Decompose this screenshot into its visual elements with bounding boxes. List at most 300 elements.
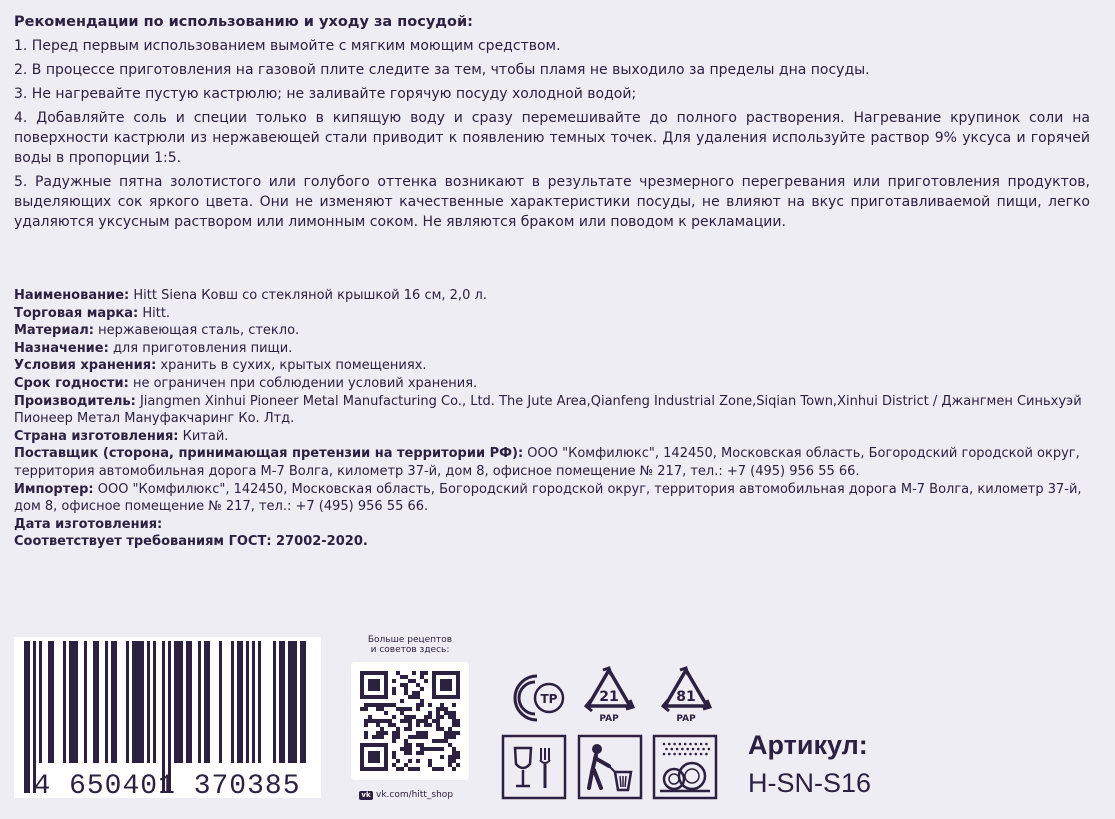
qr-module	[416, 719, 420, 723]
qr-module	[444, 671, 448, 675]
qr-module	[456, 723, 460, 727]
qr-module	[384, 711, 388, 715]
qr-module	[384, 683, 388, 687]
qr-module	[380, 703, 384, 707]
qr-module	[384, 751, 388, 755]
qr-module	[360, 679, 364, 683]
qr-module	[368, 719, 372, 723]
qr-module	[440, 695, 444, 699]
qr-module	[432, 687, 436, 691]
qr-block	[349, 635, 471, 805]
info-value: Hitt Siena Ковш со стекляной крышкой 16 см, 2,0 л.	[129, 288, 487, 303]
qr-module	[420, 735, 424, 739]
qr-module	[368, 743, 372, 747]
water-drop	[702, 748, 705, 751]
qr-module	[452, 723, 456, 727]
info-row-purpose	[14, 340, 1094, 358]
qr-module	[436, 719, 440, 723]
qr-module	[404, 683, 408, 687]
qr-module	[416, 695, 420, 699]
qr-module	[392, 687, 396, 691]
qr-module	[428, 759, 432, 763]
qr-module	[408, 743, 412, 747]
water-drop	[689, 753, 692, 756]
water-drop	[663, 743, 666, 746]
qr-module	[424, 719, 428, 723]
qr-module	[372, 767, 376, 771]
water-drop	[697, 748, 700, 751]
qr-module	[360, 759, 364, 763]
qr-module	[376, 679, 380, 683]
qr-module	[360, 683, 364, 687]
qr-module	[368, 679, 372, 683]
qr-module	[448, 759, 452, 763]
qr-module	[436, 747, 440, 751]
qr-module	[448, 687, 452, 691]
qr-module	[372, 683, 376, 687]
qr-module	[452, 759, 456, 763]
info-value: для приготовления пищи.	[108, 340, 293, 356]
water-drop	[692, 748, 695, 751]
recycle-1-code: PAP	[599, 714, 619, 724]
qr-module	[392, 751, 396, 755]
qr-module	[380, 695, 384, 699]
info-value: Jiangmen Xinhui Pioneer Metal Manufacturing Co., Ltd. The Jute Area,Qianfeng Industrial Zone,Siqian Town,Xinhui District / Джангмен Синьхуэй Пионеер Метал Мануфакчаринг Ко. Лтд.	[14, 393, 1082, 427]
qr-module	[440, 671, 444, 675]
qr-code[interactable]	[351, 662, 469, 780]
qr-module	[416, 735, 420, 739]
recycle-2-number: 81	[676, 689, 696, 705]
qr-module	[368, 695, 372, 699]
qr-module	[404, 763, 408, 767]
qr-module	[368, 755, 372, 759]
qr-module	[376, 755, 380, 759]
qr-module	[404, 719, 408, 723]
qr-module	[376, 695, 380, 699]
qr-module	[396, 671, 400, 675]
qr-module	[400, 699, 404, 703]
qr-module	[448, 683, 452, 687]
qr-module	[428, 711, 432, 715]
qr-module	[436, 739, 440, 743]
qr-module	[392, 715, 396, 719]
qr-module	[376, 735, 380, 739]
qr-module	[384, 695, 388, 699]
qr-module	[384, 731, 388, 735]
qr-module	[456, 675, 460, 679]
qr-module	[436, 715, 440, 719]
qr-module	[384, 691, 388, 695]
info-row-shelf-life	[14, 375, 1094, 393]
recycle-composite-icon	[655, 664, 717, 726]
info-value: не ограничен при соблюдении условий хранения.	[128, 375, 478, 391]
qr-module	[400, 683, 404, 687]
qr-module	[448, 695, 452, 699]
qr-module	[364, 671, 368, 675]
qr-module	[420, 699, 424, 703]
qr-module	[432, 719, 436, 723]
qr-module	[452, 731, 456, 735]
qr-module	[392, 679, 396, 683]
qr-module	[452, 715, 456, 719]
qr-module	[412, 679, 416, 683]
qr-module	[384, 747, 388, 751]
qr-module	[416, 723, 420, 727]
dispose-in-bin-icon	[577, 734, 643, 800]
qr-module	[456, 731, 460, 735]
qr-module	[432, 767, 436, 771]
qr-module	[448, 679, 452, 683]
qr-module	[440, 755, 444, 759]
qr-module	[444, 731, 448, 735]
qr-module	[360, 755, 364, 759]
qr-module	[380, 727, 384, 731]
info-label: Материал:	[14, 323, 94, 339]
dishwasher-safe-icon	[652, 734, 718, 800]
qr-module	[388, 719, 392, 723]
qr-module	[420, 719, 424, 723]
qr-module	[364, 719, 368, 723]
water-drop	[663, 753, 666, 756]
qr-module	[408, 751, 412, 755]
qr-module	[408, 735, 412, 739]
qr-module	[360, 763, 364, 767]
qr-module	[424, 723, 428, 727]
info-row-material	[14, 322, 1094, 340]
qr-module	[408, 727, 412, 731]
info-label: Импортер:	[14, 481, 94, 497]
qr-module	[404, 675, 408, 679]
qr-module	[448, 735, 452, 739]
qr-module	[368, 751, 372, 755]
info-row-country	[14, 428, 1094, 446]
qr-module	[388, 703, 392, 707]
qr-module	[436, 707, 440, 711]
info-row-importer	[14, 481, 1094, 516]
qr-code-image	[351, 662, 469, 780]
qr-module	[404, 751, 408, 755]
qr-module	[404, 743, 408, 747]
water-drop	[705, 743, 708, 746]
qr-module	[360, 671, 364, 675]
info-row-brand	[14, 305, 1094, 323]
info-row-storage	[14, 357, 1094, 375]
water-drop	[676, 748, 679, 751]
info-value: нержавеющая сталь, стекло.	[93, 323, 300, 339]
qr-module	[416, 691, 420, 695]
qr-module	[420, 751, 424, 755]
qr-module	[360, 687, 364, 691]
qr-module	[380, 767, 384, 771]
water-drop	[668, 753, 671, 756]
qr-module	[440, 703, 444, 707]
qr-module	[404, 707, 408, 711]
product-info	[14, 287, 1094, 551]
qr-module	[372, 703, 376, 707]
qr-module	[368, 671, 372, 675]
qr-module	[448, 711, 452, 715]
water-drop	[673, 743, 676, 746]
qr-module	[444, 695, 448, 699]
qr-module	[360, 767, 364, 771]
qr-module	[376, 731, 380, 735]
qr-module	[392, 763, 396, 767]
qr-module	[372, 755, 376, 759]
qr-module	[420, 675, 424, 679]
info-label: Срок годности:	[14, 375, 129, 391]
qr-module	[424, 731, 428, 735]
qr-module	[384, 763, 388, 767]
water-drop	[689, 743, 692, 746]
qr-module	[440, 767, 444, 771]
qr-module	[452, 719, 456, 723]
qr-module	[456, 687, 460, 691]
article-value: H-SN-S16	[748, 768, 872, 798]
care-item-2: 2. В процессе приготовления на газовой плите следите за тем, чтобы пламя не выходило за пределы дна посуды.	[14, 62, 870, 78]
qr-module	[400, 707, 404, 711]
qr-module	[376, 707, 380, 711]
info-label: Страна изготовления:	[14, 428, 179, 444]
qr-module	[428, 723, 432, 727]
qr-module	[408, 719, 412, 723]
qr-module	[380, 743, 384, 747]
qr-module	[384, 767, 388, 771]
qr-module	[456, 719, 460, 723]
qr-module	[396, 759, 400, 763]
qr-module	[392, 691, 396, 695]
info-label: Дата изготовления:	[14, 516, 163, 532]
qr-module	[432, 691, 436, 695]
qr-module	[456, 755, 460, 759]
qr-module	[420, 743, 424, 747]
qr-module	[376, 703, 380, 707]
qr-module	[384, 675, 388, 679]
qr-module	[436, 727, 440, 731]
water-drop	[673, 753, 676, 756]
qr-module	[440, 727, 444, 731]
water-drop	[684, 743, 687, 746]
qr-module	[432, 695, 436, 699]
certification-mark-icon	[497, 668, 571, 728]
qr-module	[436, 711, 440, 715]
water-drop	[705, 753, 708, 756]
qr-module	[368, 703, 372, 707]
qr-module	[380, 671, 384, 675]
qr-module	[384, 703, 388, 707]
qr-module	[392, 735, 396, 739]
qr-module	[408, 747, 412, 751]
info-row-name	[14, 287, 1094, 305]
qr-module	[404, 747, 408, 751]
qr-module	[432, 739, 436, 743]
qr-module	[408, 723, 412, 727]
qr-module	[376, 743, 380, 747]
qr-module	[452, 751, 456, 755]
qr-module	[396, 731, 400, 735]
qr-module	[360, 691, 364, 695]
info-row-supplier	[14, 445, 1094, 480]
qr-module	[380, 719, 384, 723]
qr-module	[400, 711, 404, 715]
qr-module	[452, 671, 456, 675]
qr-module	[360, 707, 364, 711]
qr-module	[372, 743, 376, 747]
water-drop	[695, 743, 698, 746]
care-item-4: 4. Добавляйте соль и специи только в кипящую воду и сразу перемешивайте до полного растворения. Нагревание крупинок соли на поверхности кастрюли из нержавеющей стали приводит к появлению темных точек. Для удаления используйте раствор 9% уксуса и горячей воды в пропорции 1:5.	[14, 110, 1090, 166]
info-label: Соответствует требованиям ГОСТ: 27002-2020.	[14, 534, 368, 550]
qr-module	[448, 671, 452, 675]
recycle-2-code: PAP	[676, 714, 696, 724]
qr-module	[364, 731, 368, 735]
qr-module	[440, 707, 444, 711]
qr-module	[440, 679, 444, 683]
qr-module	[400, 675, 404, 679]
qr-module	[416, 683, 420, 687]
info-row-gost	[14, 533, 1094, 551]
qr-module	[364, 703, 368, 707]
qr-module	[396, 767, 400, 771]
qr-module	[452, 755, 456, 759]
qr-module	[376, 671, 380, 675]
qr-module	[360, 743, 364, 747]
qr-module	[408, 715, 412, 719]
qr-module	[432, 671, 436, 675]
qr-module	[380, 731, 384, 735]
qr-module	[416, 767, 420, 771]
qr-module	[432, 679, 436, 683]
qr-module	[444, 711, 448, 715]
qr-module	[428, 763, 432, 767]
qr-module	[440, 687, 444, 691]
recycle-paper-icon	[578, 664, 640, 726]
qr-module	[452, 747, 456, 751]
qr-module	[368, 759, 372, 763]
care-title: Рекомендации по использованию и уходу за посудой:	[14, 14, 473, 30]
qr-module	[368, 715, 372, 719]
article-label: Артикул:	[748, 730, 868, 760]
qr-module	[448, 743, 452, 747]
vk-link[interactable]	[359, 790, 453, 800]
qr-module	[384, 719, 388, 723]
qr-module	[404, 739, 408, 743]
barcode	[14, 637, 321, 798]
qr-module	[436, 723, 440, 727]
water-drop	[708, 748, 711, 751]
water-drop	[681, 748, 684, 751]
qr-module	[380, 707, 384, 711]
qr-module	[416, 743, 420, 747]
info-label: Поставщик (сторона, принимающая претензии на территории РФ):	[14, 446, 524, 462]
qr-module	[420, 703, 424, 707]
water-drop	[665, 748, 668, 751]
qr-module	[412, 715, 416, 719]
qr-module	[384, 671, 388, 675]
qr-module	[408, 759, 412, 763]
info-label: Назначение:	[14, 340, 109, 356]
qr-module	[432, 683, 436, 687]
qr-module	[376, 683, 380, 687]
qr-module	[404, 691, 408, 695]
qr-module	[364, 723, 368, 727]
water-drop	[679, 743, 682, 746]
qr-module	[412, 767, 416, 771]
qr-module	[372, 695, 376, 699]
qr-module	[428, 747, 432, 751]
qr-module	[444, 683, 448, 687]
qr-module	[452, 703, 456, 707]
qr-module	[448, 727, 452, 731]
qr-module	[452, 711, 456, 715]
water-drop	[684, 753, 687, 756]
qr-module	[424, 671, 428, 675]
care-recommendations	[14, 12, 1090, 236]
qr-module	[412, 691, 416, 695]
qr-module	[364, 695, 368, 699]
info-label: Производитель:	[14, 393, 136, 409]
qr-module	[360, 675, 364, 679]
qr-module	[440, 715, 444, 719]
qr-module	[452, 735, 456, 739]
qr-module	[428, 703, 432, 707]
qr-module	[432, 675, 436, 679]
qr-module	[428, 715, 432, 719]
info-label: Условия хранения:	[14, 358, 157, 374]
qr-module	[416, 751, 420, 755]
qr-module	[364, 735, 368, 739]
qr-module	[456, 679, 460, 683]
qr-module	[444, 739, 448, 743]
qr-module	[372, 719, 376, 723]
qr-module	[368, 683, 372, 687]
qr-module	[372, 679, 376, 683]
water-drop	[671, 748, 674, 751]
qr-module	[408, 707, 412, 711]
qr-module	[364, 707, 368, 711]
qr-module	[444, 707, 448, 711]
info-value: ООО "Комфилюкс", 142450, Московская область, Богородский городской округ, территория автомобильная дорога М-7 Волга, километр 37-й, дом 8, офисное помещение № 217, тел.: +7 (495) 956 55 66.	[14, 446, 1080, 479]
info-row-production-date	[14, 516, 1094, 534]
info-label: Торговая марка:	[14, 305, 139, 321]
qr-module	[360, 747, 364, 751]
qr-module	[440, 739, 444, 743]
qr-module	[448, 715, 452, 719]
qr-module	[360, 695, 364, 699]
qr-module	[416, 703, 420, 707]
qr-module	[396, 735, 400, 739]
qr-module	[396, 707, 400, 711]
qr-module	[384, 679, 388, 683]
qr-module	[448, 763, 452, 767]
qr-module	[420, 747, 424, 751]
qr-module	[376, 687, 380, 691]
care-item-1: 1. Перед первым использованием вымойте с мягким моющим средством.	[14, 38, 561, 54]
qr-module	[440, 683, 444, 687]
qr-module	[436, 671, 440, 675]
qr-module	[420, 731, 424, 735]
qr-module	[384, 755, 388, 759]
qr-module	[372, 671, 376, 675]
info-value: хранить в сухих, крытых помещениях.	[156, 358, 427, 374]
qr-module	[444, 687, 448, 691]
qr-module	[416, 759, 420, 763]
food-safe-icon	[501, 734, 567, 800]
qr-module	[368, 687, 372, 691]
qr-module	[392, 703, 396, 707]
qr-module	[368, 767, 372, 771]
qr-module	[392, 739, 396, 743]
water-drop	[686, 748, 689, 751]
water-drop	[695, 753, 698, 756]
